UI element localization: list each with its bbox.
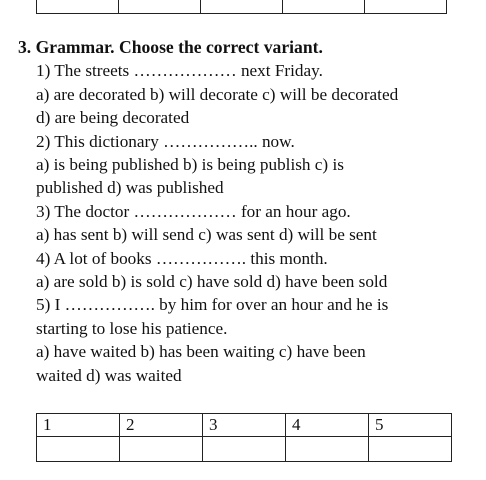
answer-cell-2[interactable]	[120, 437, 203, 462]
previous-answer-table	[36, 0, 447, 14]
grammar-exercise	[18, 36, 480, 387]
answer-cell-3[interactable]	[203, 437, 286, 462]
question-5-options: a) have waited b) has been waiting c) have been	[36, 342, 366, 362]
answer-header-2: 2	[120, 414, 203, 437]
question-4-options: a) are sold b) is sold c) have sold d) have been sold	[36, 272, 388, 292]
question-2-prompt: 2) This dictionary …………….. now.	[36, 131, 295, 151]
question-1-options-cont: d) are being decorated	[36, 108, 190, 128]
previous-answer-cell	[201, 0, 283, 14]
answer-header-4: 4	[286, 414, 369, 437]
question-1-options: a) are decorated b) will decorate c) will be decorated	[36, 84, 399, 104]
answer-header-3: 3	[203, 414, 286, 437]
answer-header-5: 5	[369, 414, 452, 437]
answer-header-1: 1	[37, 414, 120, 437]
question-1-prompt: 1) The streets ……………… next Friday.	[36, 61, 323, 81]
question-4-prompt: 4) A lot of books ……………. this month.	[36, 248, 328, 268]
previous-answer-cell	[365, 0, 447, 14]
question-2-options: a) is being published b) is being publish c) is	[36, 155, 344, 175]
answer-cell-1[interactable]	[37, 437, 120, 462]
answer-cell-4[interactable]	[286, 437, 369, 462]
question-3-options: a) has sent b) will send c) was sent d) will be sent	[36, 225, 377, 245]
previous-answer-cell	[283, 0, 365, 14]
question-5-options-cont: waited d) was waited	[36, 365, 182, 385]
answer-cell-5[interactable]	[369, 437, 452, 462]
question-2-options-cont: published d) was published	[36, 178, 224, 198]
exercise-heading: 3. Grammar. Choose the correct variant.	[18, 37, 323, 57]
previous-answer-cell	[37, 0, 119, 14]
question-5-prompt: 5) I ……………. by him for over an hour and he is	[36, 295, 389, 315]
question-5-prompt-cont: starting to lose his patience.	[36, 318, 228, 338]
answer-table	[36, 413, 452, 462]
question-3-prompt: 3) The doctor ……………… for an hour ago.	[36, 201, 351, 221]
previous-answer-cell	[119, 0, 201, 14]
